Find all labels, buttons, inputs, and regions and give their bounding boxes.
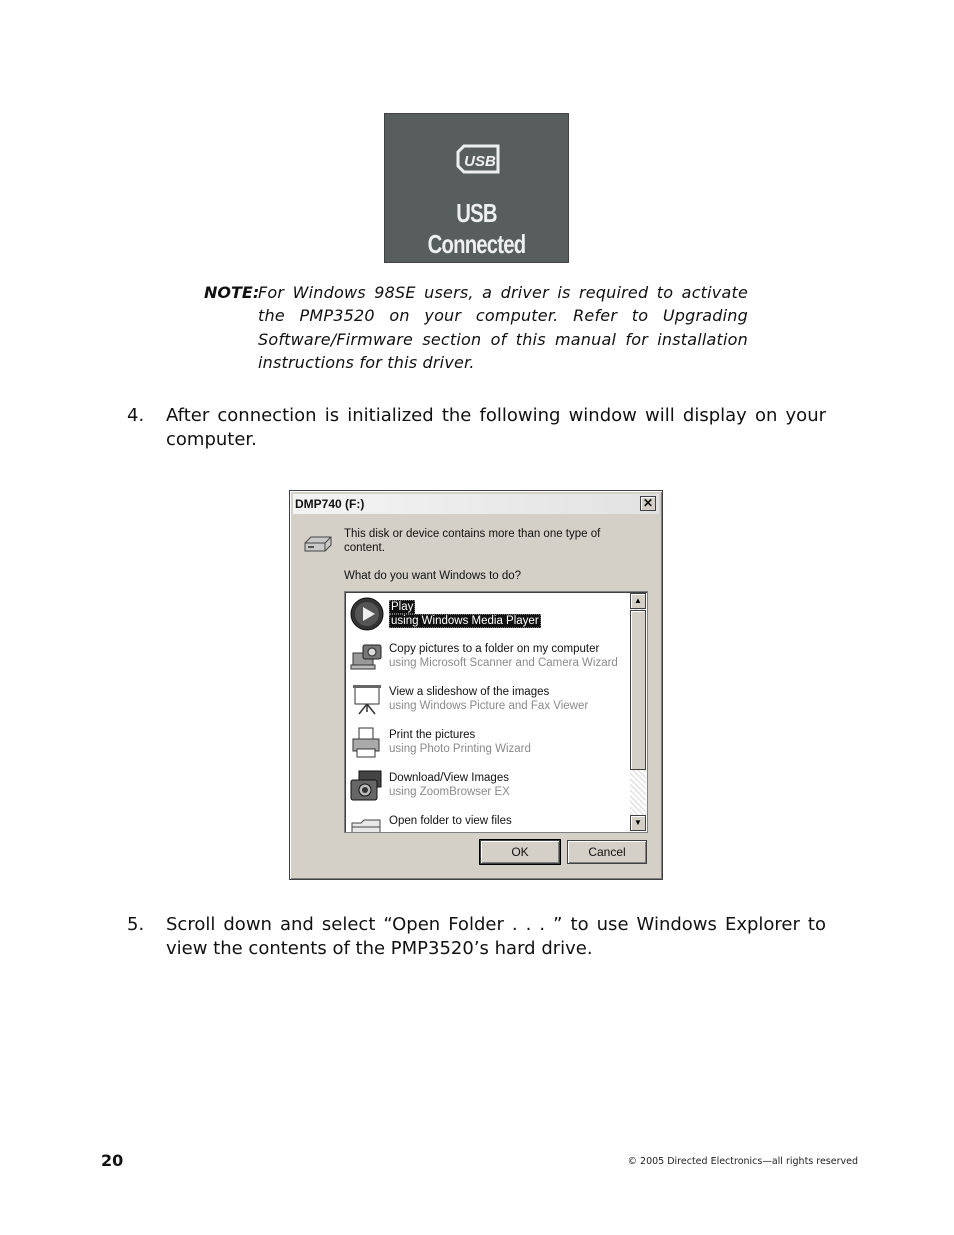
dialog-message: This disk or device contains more than one type of content. <box>344 528 601 554</box>
usb-logo-text: USB <box>464 153 496 170</box>
usb-icon <box>454 144 502 174</box>
item-subtitle: using Windows Media Player <box>391 615 539 627</box>
list-item-play[interactable] <box>347 594 627 636</box>
note-label: NOTE: <box>204 283 260 302</box>
scroll-down-icon[interactable]: ▼ <box>630 815 646 831</box>
list-item-print[interactable] <box>347 723 627 765</box>
note-text: For Windows 98SE users, a driver is required to activate the PMP3520 on your computer. Refer to Upgrading Software/Firmware section of this manual for installation instructions for this driver. <box>258 283 748 372</box>
item-title: Play <box>391 601 414 613</box>
scroll-thumb[interactable] <box>630 610 646 770</box>
list-item-open-folder[interactable] <box>347 809 627 833</box>
media-player-icon <box>349 596 385 632</box>
list-item-copy-pictures[interactable] <box>347 637 627 679</box>
item-title: View a slideshow of the images <box>389 686 550 698</box>
action-list[interactable] <box>344 591 648 833</box>
page-number: 20 <box>101 1151 124 1170</box>
list-item-download-images[interactable] <box>347 766 627 808</box>
usb-connected-caption: USB Connected <box>427 198 526 259</box>
close-button[interactable]: ✕ <box>640 496 656 511</box>
step-number: 5. <box>127 914 145 935</box>
list-scrollbar[interactable] <box>630 593 646 831</box>
step-text: Scroll down and select “Open Folder . . . ” to use Windows Explorer to view the contents of the PMP3520’s hard drive. <box>166 914 826 959</box>
ok-button[interactable]: OK <box>480 840 560 864</box>
cancel-button[interactable]: Cancel <box>567 840 647 864</box>
folder-icon <box>349 811 385 833</box>
item-subtitle: using Microsoft Scanner and Camera Wizard <box>389 657 618 669</box>
copyright-notice: © 2005 Directed Electronics—all rights reserved <box>627 1156 858 1167</box>
scroll-up-icon[interactable]: ▲ <box>630 593 646 609</box>
item-title: Download/View Images <box>389 772 509 784</box>
dialog-title: DMP740 (F:) <box>295 497 365 511</box>
item-title: Open folder to view files <box>389 815 512 827</box>
slideshow-icon <box>349 682 385 718</box>
item-subtitle: using Windows Picture and Fax Viewer <box>389 700 589 712</box>
item-title: Copy pictures to a folder on my computer <box>389 643 600 655</box>
usb-connected-screen <box>384 113 569 263</box>
step-text: After connection is initialized the following window will display on your computer. <box>166 405 826 450</box>
dialog-titlebar <box>293 494 659 514</box>
step-number: 4. <box>127 405 145 426</box>
camera-wizard-icon <box>349 639 385 675</box>
dialog-question: What do you want Windows to do? <box>344 570 522 582</box>
list-item-slideshow[interactable] <box>347 680 627 722</box>
item-subtitle: using Photo Printing Wizard <box>389 743 531 755</box>
item-title: Print the pictures <box>389 729 476 741</box>
autoplay-dialog <box>289 490 663 880</box>
removable-drive-icon <box>303 531 333 555</box>
zoombrowser-icon <box>349 768 385 804</box>
item-subtitle: using ZoomBrowser EX <box>389 786 510 798</box>
printer-icon <box>349 725 385 761</box>
